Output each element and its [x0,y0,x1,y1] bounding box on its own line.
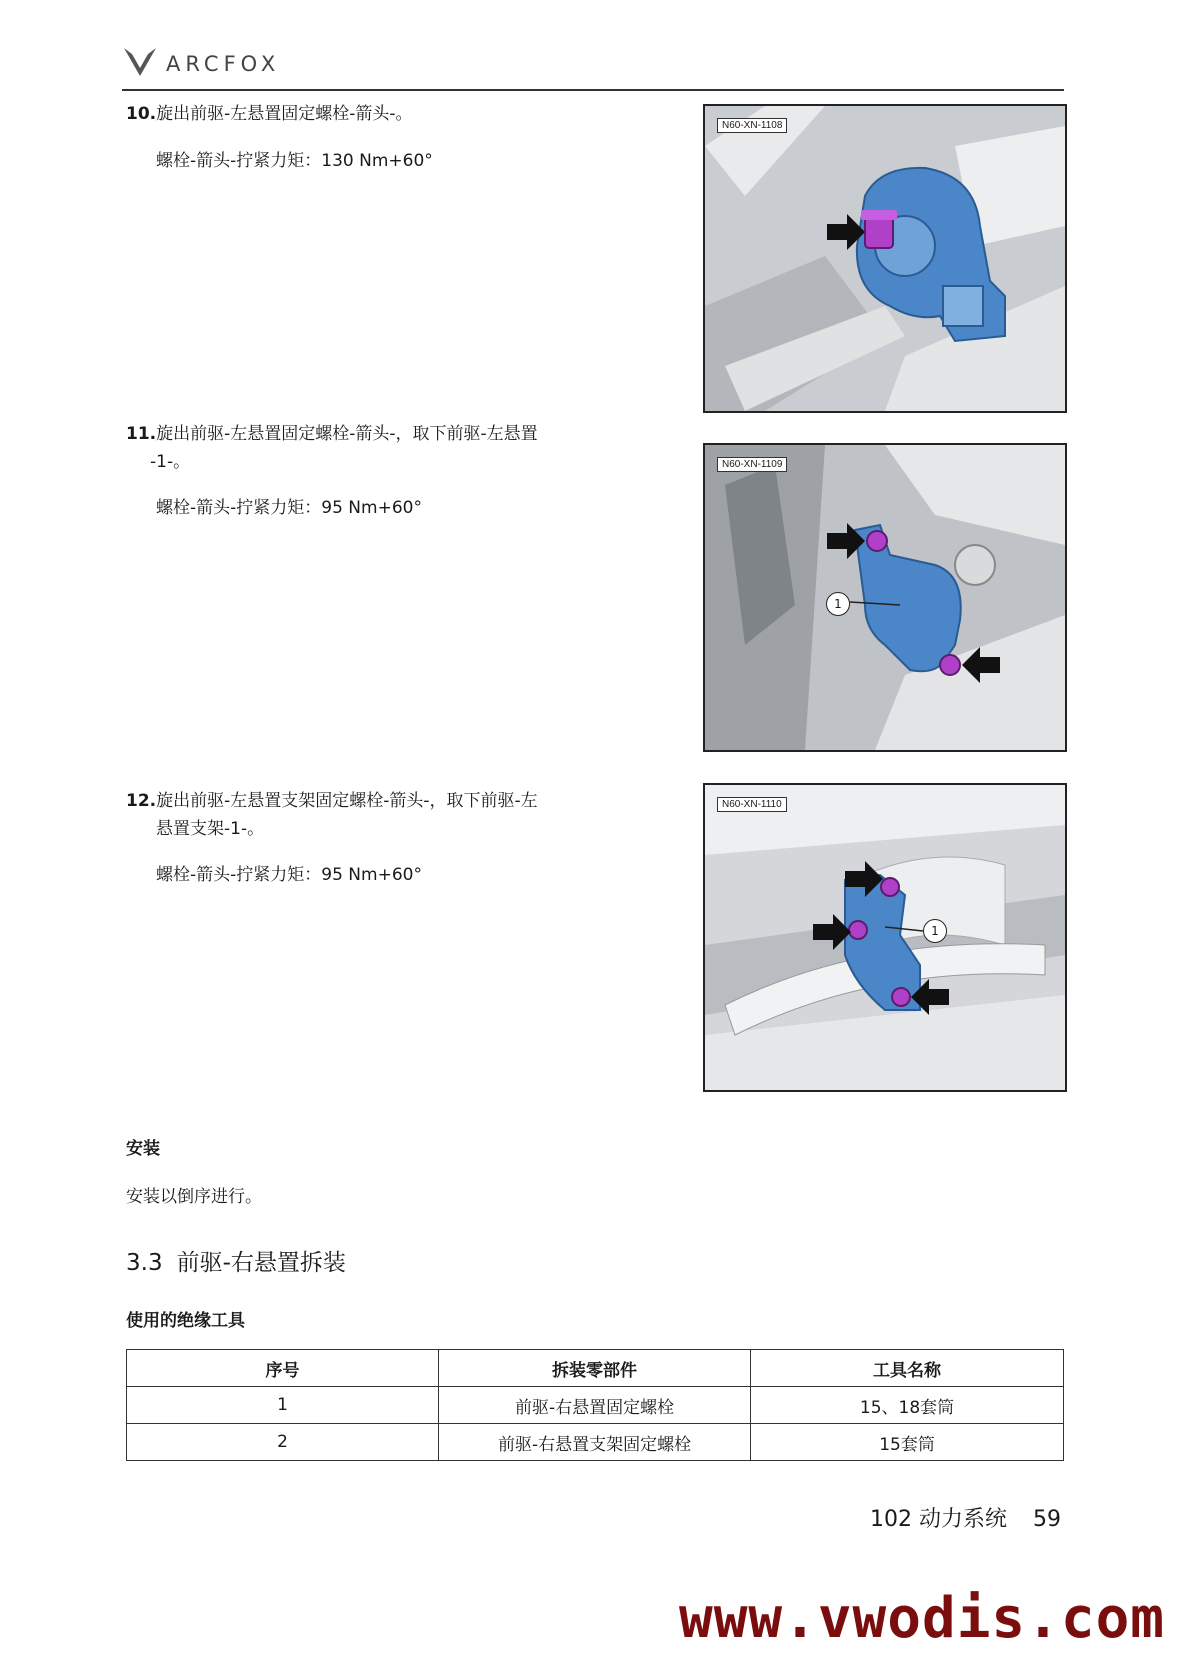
step-text-continued: 悬置支架-1-。 [156,819,265,839]
install-heading: 安装 [126,1139,160,1159]
step-text-continued: -1-。 [150,452,191,472]
step-text: 旋出前驱-左悬置固定螺栓-箭头-，取下前驱-左悬置 [156,424,538,444]
step-10-torque: 螺栓-箭头-拧紧力矩：130 Nm+60° [156,151,433,171]
table-cell: 前驱-右悬置支架固定螺栓 [439,1424,751,1461]
chapter-label: 102 动力系统 [870,1507,1007,1532]
step-number: 11. [126,424,157,444]
column-header: 拆装零部件 [439,1350,751,1387]
arcfox-logo-icon [122,46,158,80]
step-11 [126,420,596,476]
section-title: 前驱-右悬置拆装 [176,1250,346,1276]
table-cell: 前驱-右悬置固定螺栓 [439,1387,751,1424]
column-header: 工具名称 [751,1350,1064,1387]
column-header: 序号 [127,1350,439,1387]
header-divider [122,89,1064,91]
figure-code: N60-XN-1109 [717,457,787,472]
bolt-icon [892,988,910,1006]
table-cell: 15套筒 [751,1424,1064,1461]
step-12 [126,787,596,843]
tools-table [126,1349,1064,1461]
tools-heading: 使用的绝缘工具 [126,1311,245,1331]
figure-n60-xn-1110 [703,783,1067,1092]
bolt-icon [940,655,960,675]
figure-code: N60-XN-1108 [717,118,787,133]
table-row [127,1424,1064,1461]
table-row [127,1387,1064,1424]
table-cell: 2 [127,1424,439,1461]
figure-illustration [705,106,1065,411]
step-number: 10. [126,104,157,124]
figure-n60-xn-1108 [703,104,1067,413]
callout-1: 1 [826,592,850,616]
install-text: 安装以倒序进行。 [126,1187,262,1207]
step-number: 12. [126,791,157,811]
bolt-icon [861,210,897,248]
step-11-torque: 螺栓-箭头-拧紧力矩：95 Nm+60° [156,498,422,518]
callout-1: 1 [923,919,947,943]
step-10 [126,100,596,128]
table-cell: 1 [127,1387,439,1424]
step-12-torque: 螺栓-箭头-拧紧力矩：95 Nm+60° [156,865,422,885]
bolt-icon [881,878,899,896]
page-footer [870,1502,1061,1533]
bolt-icon [867,531,887,551]
section-heading [126,1244,346,1277]
bolt-icon [849,921,867,939]
step-text: 旋出前驱-左悬置支架固定螺栓-箭头-，取下前驱-左 [156,791,538,811]
watermark: www.vwodis.com [678,1586,1165,1651]
figure-n60-xn-1109 [703,443,1067,752]
figure-code: N60-XN-1110 [717,797,787,812]
section-number: 3.3 [126,1250,163,1276]
page-number: 59 [1033,1507,1061,1532]
table-header-row [127,1350,1064,1387]
step-text: 旋出前驱-左悬置固定螺栓-箭头-。 [156,104,413,124]
table-cell: 15、18套筒 [751,1387,1064,1424]
brand-name: ARCFOX [166,52,281,76]
